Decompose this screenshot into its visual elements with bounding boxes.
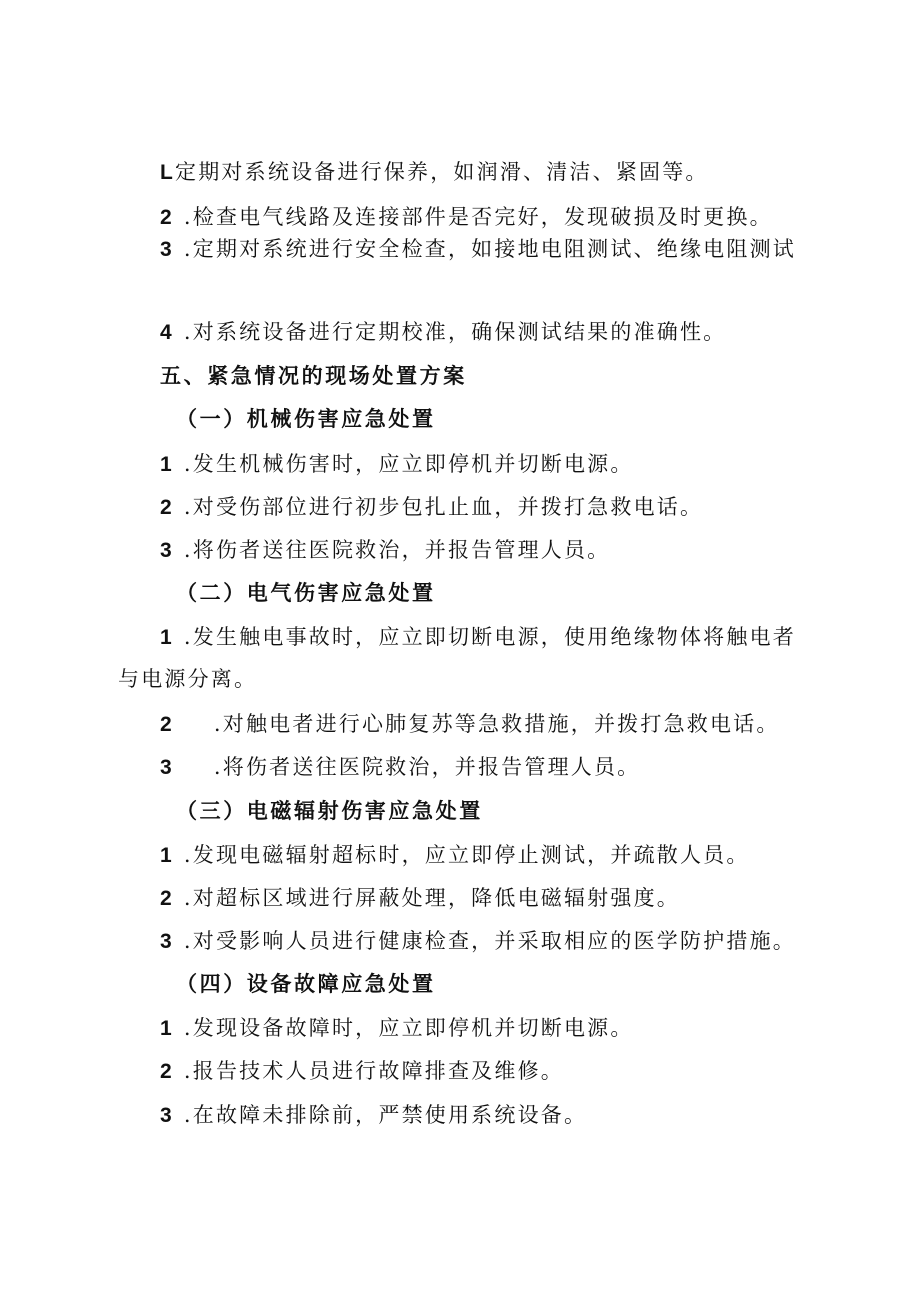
item-text: .报告技术人员进行故障排查及维修。 (183, 1059, 564, 1083)
item-number: 1 (160, 1017, 174, 1040)
mechanical-item-1 (160, 450, 634, 479)
item-number: 1 (160, 844, 174, 867)
electrical-item-1 (160, 623, 796, 652)
item-text: .检查电气线路及连接部件是否完好，发现破损及时更换。 (183, 205, 773, 229)
electrical-item-3 (160, 753, 640, 782)
item-number: 1 (160, 626, 174, 649)
equipment-item-1 (160, 1014, 634, 1043)
item-number: L (160, 161, 176, 184)
item-text: .将伤者送往医院救治，并报告管理人员。 (183, 538, 611, 562)
radiation-item-2 (160, 884, 680, 913)
subsection-heading-electrical: （二）电气伤害应急处置 (176, 580, 436, 605)
item-text: .发现电磁辐射超标时，应立即停止测试，并疏散人员。 (183, 843, 750, 867)
maintenance-item-1 (160, 158, 709, 187)
radiation-item-1 (160, 841, 750, 870)
item-text: 定期对系统设备进行保养，如润滑、清洁、紧固等。 (175, 160, 709, 184)
item-text: .发生触电事故时，应立即切断电源，使用绝缘物体将触电者 (183, 625, 796, 649)
item-number: 2 (160, 1060, 174, 1083)
mechanical-item-3 (160, 536, 610, 565)
item-number: 3 (160, 756, 174, 779)
electrical-item-1-continuation: 与电源分离。 (118, 667, 258, 691)
item-number: 2 (160, 713, 174, 736)
item-text: .将伤者送往医院救治，并报告管理人员。 (213, 755, 641, 779)
item-number: 3 (160, 930, 174, 953)
item-text: .定期对系统进行安全检查，如接地电阻测试、绝缘电阻测试 (183, 237, 796, 261)
item-text: .对受伤部位进行初步包扎止血，并拨打急救电话。 (183, 495, 704, 519)
item-number: 2 (160, 206, 174, 229)
item-number: 1 (160, 453, 174, 476)
electrical-item-2 (160, 710, 780, 739)
section-title: 五、紧急情况的现场处置方案 (160, 363, 467, 388)
equipment-item-2 (160, 1057, 564, 1086)
item-number: 2 (160, 887, 174, 910)
item-number: 4 (160, 321, 174, 344)
item-text: .发现设备故障时，应立即停机并切断电源。 (183, 1016, 634, 1040)
maintenance-item-4 (160, 318, 726, 347)
item-number: 3 (160, 238, 174, 261)
subsection-heading-radiation: （三）电磁辐射伤害应急处置 (176, 798, 483, 823)
item-text: .对超标区域进行屏蔽处理，降低电磁辐射强度。 (183, 886, 680, 910)
item-text: .在故障未排除前，严禁使用系统设备。 (183, 1103, 588, 1127)
item-number: 3 (160, 1104, 174, 1127)
mechanical-item-2 (160, 493, 703, 522)
item-number: 3 (160, 539, 174, 562)
item-number: 2 (160, 496, 174, 519)
subsection-heading-equipment: （四）设备故障应急处置 (176, 971, 436, 996)
item-text: .对系统设备进行定期校准，确保测试结果的准确性。 (183, 320, 727, 344)
radiation-item-3 (160, 927, 796, 956)
item-text: .对触电者进行心肺复苏等急救措施，并拨打急救电话。 (213, 712, 780, 736)
item-text: .对受影响人员进行健康检查，并采取相应的医学防护措施。 (183, 929, 796, 953)
subsection-heading-mechanical: （一）机械伤害应急处置 (176, 406, 436, 431)
item-text: .发生机械伤害时，应立即停机并切断电源。 (183, 452, 634, 476)
maintenance-item-3 (160, 235, 796, 264)
equipment-item-3 (160, 1101, 587, 1130)
maintenance-item-2 (160, 203, 773, 232)
